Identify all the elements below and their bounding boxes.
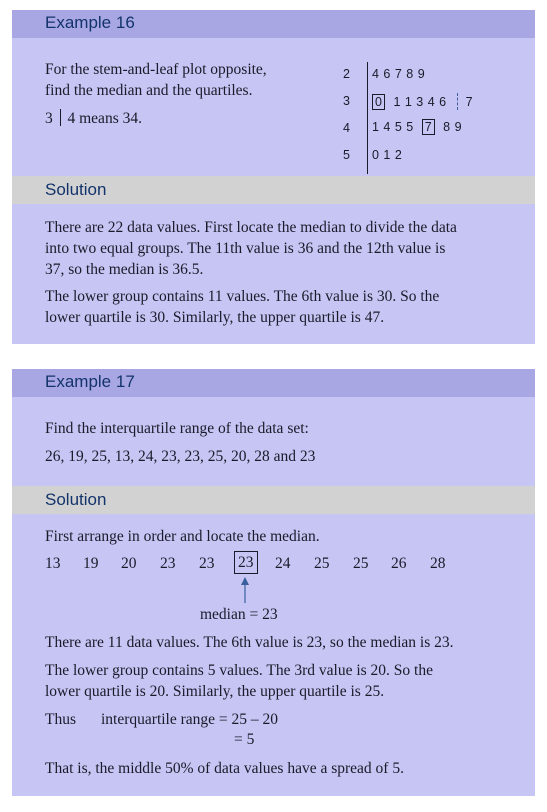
leaf-4-boxed: 7 — [422, 119, 435, 135]
example-16-solution-title: Solution — [45, 180, 107, 199]
median-divider-dashed — [457, 93, 458, 110]
example-17-solution-title: Solution — [45, 490, 107, 509]
leaves-5: 0 1 2 — [372, 148, 403, 162]
leaf-3-boxed: 0 — [372, 94, 385, 110]
median-label: median = 23 — [200, 606, 278, 623]
ordered-value: 26 — [391, 555, 407, 572]
example-17-title: Example 17 — [45, 372, 135, 391]
ex16-sol-p1-line-2: into two equal groups. The 11th value is 36 and the 12th value is — [45, 240, 446, 257]
stem-4: 4 — [343, 121, 350, 135]
ordered-value: 23 — [160, 555, 176, 572]
example-17-question-line-2: 26, 19, 25, 13, 24, 23, 23, 25, 20, 28 and 23 — [45, 448, 316, 465]
stem-5: 5 — [343, 148, 350, 162]
leaves-3 — [372, 93, 473, 110]
leaf-4-pre: 1 4 5 5 — [372, 120, 414, 134]
iqr-line-2: = 5 — [234, 731, 255, 748]
ordered-value: 19 — [83, 555, 99, 572]
stem-3: 3 — [343, 94, 350, 108]
example-17-question-line-1: Find the interquartile range of the data set: — [45, 420, 309, 437]
stem-divider — [367, 62, 368, 174]
ordered-value-median: 23 — [234, 551, 258, 574]
example-17-header — [12, 369, 535, 397]
ex16-sol-p1-line-1: There are 22 data values. First locate the median to divide the data — [45, 219, 457, 236]
ordered-value: 24 — [275, 555, 291, 572]
ordered-value: 13 — [45, 555, 61, 572]
example-16-solution-header — [12, 176, 535, 204]
ordered-value: 25 — [314, 555, 330, 572]
iqr-line-1: interquartile range = 25 – 20 — [101, 711, 279, 728]
ex16-sol-p2-line-1: The lower group contains 11 values. The 6th value is 30. So the — [45, 288, 440, 305]
leaf-4-after: 8 9 — [443, 120, 463, 134]
median-arrow — [237, 577, 253, 603]
ordered-value: 23 — [199, 555, 215, 572]
leaf-3-after: 7 — [465, 95, 474, 109]
ordered-value: 28 — [430, 555, 446, 572]
key-text: 4 means 34. — [67, 110, 142, 127]
key-stem: 3 — [45, 110, 53, 127]
stem-2: 2 — [343, 67, 350, 81]
thus-label: Thus — [45, 711, 76, 728]
example-16-question-line-2: find the median and the quartiles. — [45, 82, 253, 99]
ex17-sol-p2-line-1: The lower group contains 5 values. The 3rd value is 20. So the — [45, 662, 433, 679]
leaves-4 — [372, 120, 462, 134]
ordered-value: 20 — [121, 555, 137, 572]
ordered-value: 25 — [353, 555, 369, 572]
example-16-title: Example 16 — [45, 13, 135, 32]
stem-leaf-plot — [12, 10, 535, 180]
example-17-solution-header — [12, 486, 535, 514]
ex17-sol-intro: First arrange in order and locate the median. — [45, 528, 320, 545]
leaves-2: 4 6 7 8 9 — [372, 67, 426, 81]
example-16-question-line-1: For the stem-and-leaf plot opposite, — [45, 61, 267, 78]
ex17-sol-p2-line-2: lower quartile is 20. Similarly, the upper quartile is 25. — [45, 683, 385, 700]
example-16-box — [12, 10, 535, 344]
ex16-sol-p1-line-3: 37, so the median is 36.5. — [45, 261, 204, 278]
ex16-sol-p2-line-2: lower quartile is 30. Similarly, the upper quartile is 47. — [45, 309, 385, 326]
leaf-3-mid: 1 1 3 4 6 — [393, 95, 447, 109]
example-17-box — [12, 369, 535, 796]
ordered-values — [12, 553, 535, 577]
ex17-final: That is, the middle 50% of data values have a spread of 5. — [45, 760, 404, 777]
ex17-sol-p1: There are 11 data values. The 6th value is 23, so the median is 23. — [45, 634, 454, 651]
